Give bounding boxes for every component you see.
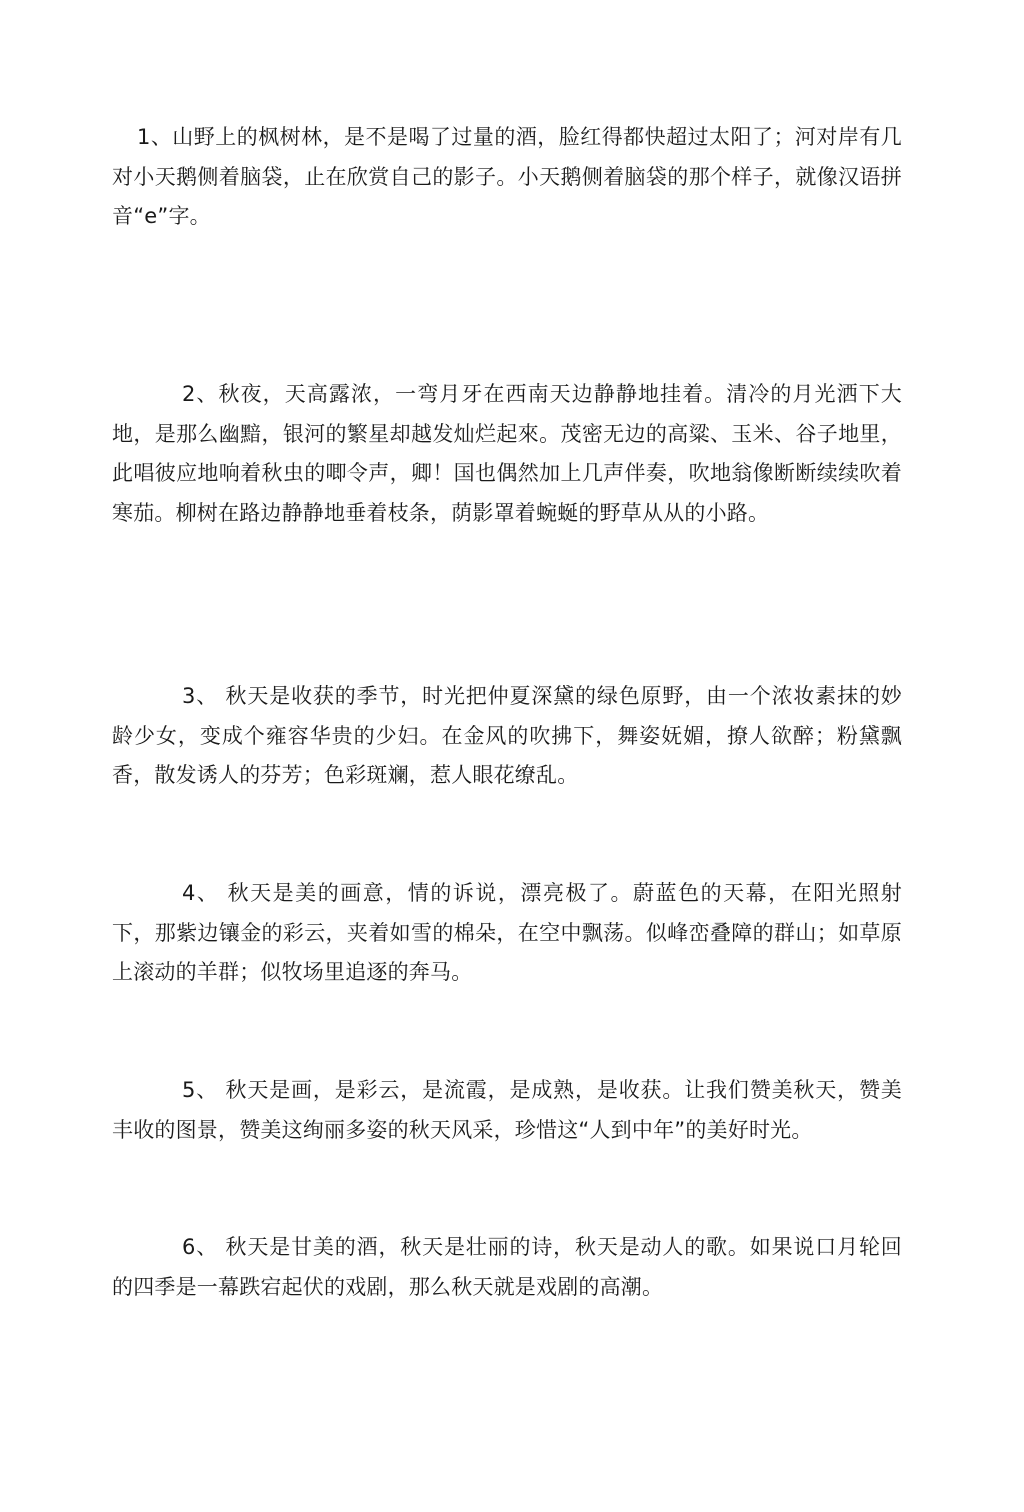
paragraph-6: 6、 秋天是甘美的酒，秋天是壮丽的诗，秋天是动人的歌。如果说口月轮回的四季是一幕跌宕起伏的戏剧，那么秋天就是戏剧的高潮。 <box>112 1235 902 1299</box>
paragraph-1: 1、山野上的枫树林，是不是喝了过量的酒，脸红得都快超过太阳了；河对岸有几对小天鹅侧着脑袋，止在欣赏自己的影子。小天鹅侧着脑袋的那个样子，就像汉语拼音“e”字。 <box>112 125 902 228</box>
paragraph-4: 4、 秋天是美的画意，情的诉说，漂亮极了。蔚蓝色的天幕，在阳光照射下，那紫边镶金的彩云，夹着如雪的棉朵，在空中飘荡。似峰峦叠障的群山；如草原上滚动的羊群；似牧场里追逐的奔马。 <box>112 881 902 984</box>
paragraph-2: 2、秋夜，天高露浓，一弯月牙在西南天边静静地挂着。清冷的月光洒下大地，是那么幽黯，银河的繁星却越发灿烂起來。茂密无边的高粱、玉米、谷子地里，此唱彼应地响着秋虫的唧令声，卿！国也偶然加上几声伴奏，吹地翁像断断续续吹着寒茄。柳树在路边静静地垂着枝条，荫影罩着蜿蜒的野草从从的小路。 <box>112 382 902 525</box>
paragraph-3: 3、 秋天是收获的季节，时光把仲夏深黛的绿色原野，由一个浓妆素抹的妙龄少女，变成个雍容华贵的少妇。在金风的吹拂下，舞姿妩媚，撩人欲醉；粉黛飘香，散发诱人的芬芳；色彩斑斓，惹人眼花缭乱。 <box>112 684 902 787</box>
paragraph-5: 5、 秋天是画，是彩云，是流霞，是成熟，是收获。让我们赞美秋天，赞美丰收的图景，赞美这绚丽多姿的秋天风采，珍惜这“人到中年”的美好时光。 <box>112 1078 902 1142</box>
